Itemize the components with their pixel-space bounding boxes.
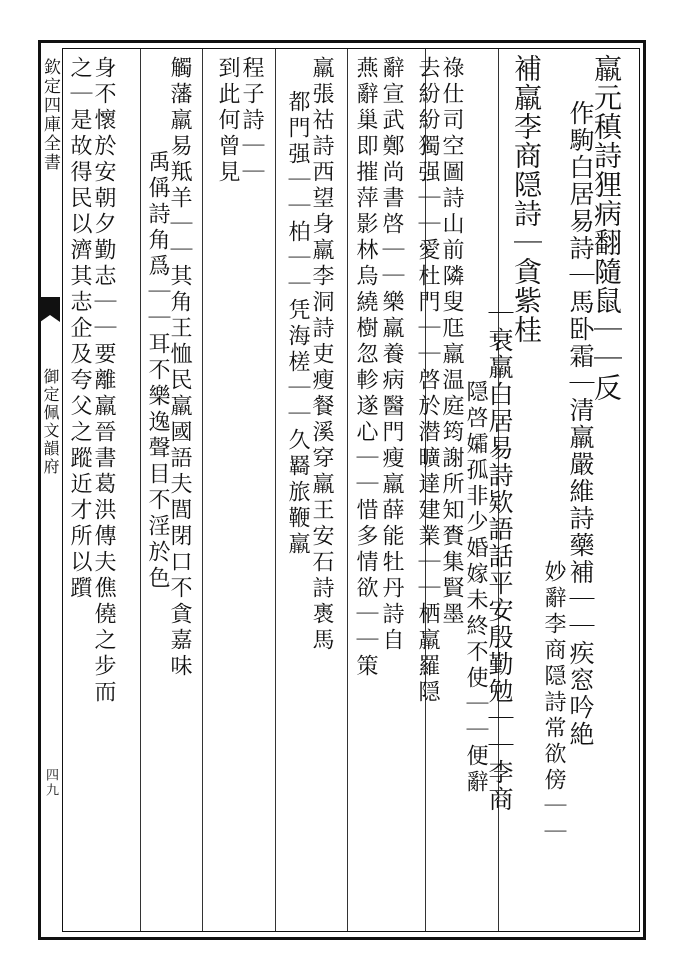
column-rule xyxy=(202,49,203,931)
text-column: 羸張祜詩西望身羸李洞詩吏瘦餐溪穿羸王安石詩褭馬 xyxy=(309,56,334,654)
text-column: 禹偁詩角爲｜｜耳不樂逸聲目不淫於色 xyxy=(145,150,170,592)
text-column: 辭宣武鄭尚書啓｜｜樂羸養病醫門瘦羸薛能牡丹詩自 xyxy=(379,56,404,654)
text-column: 都門强｜｜柏｜｜凭海槎｜｜久羇旅鞭羸 xyxy=(285,90,310,558)
text-column: 觸藩羸易羝羊｜｜其角王恤民羸國語夫閭閉口不貪嘉味 xyxy=(167,56,192,680)
text-column: 作駒白居易詩｜馬卧霜｜清羸嚴維詩藥補｜｜疾窓吟絶 xyxy=(566,100,595,748)
column-rule xyxy=(140,49,141,931)
book-title: 欽定四庫全書 xyxy=(40,58,60,172)
text-column: 燕辭巢即摧萍影林烏繞樹忽軫遂心｜｜惜多情欲｜｜策 xyxy=(353,56,378,680)
page-margin-column xyxy=(38,48,63,932)
text-column: 到此何曾見 xyxy=(215,56,240,186)
section-title: 御定佩文韻府 xyxy=(41,368,60,476)
text-column: 羸元稹詩狸病翻隨鼠｜｜反 xyxy=(590,54,623,402)
text-column: 祿仕司空圖詩山前隣叟尫羸温庭筠謝所知賚集賢墨 xyxy=(439,56,464,628)
text-column: 之｜是故得民以濟其志企及夸父之蹤近才所以躓 xyxy=(67,56,92,602)
text-column: 補羸李商隠詩｜貪紫桂 xyxy=(510,54,543,344)
text-column: 身不懷於安朝夕勤志｜｜要離羸晉書葛洪傳夫僬僥之步而 xyxy=(91,56,116,706)
text-column: 去紛紛獨强｜｜愛杜門｜｜啓於潜曠達建業｜｜栖羸羅隠 xyxy=(415,56,440,706)
text-column: 程子詩｜｜ xyxy=(239,56,264,186)
column-rule xyxy=(347,49,348,931)
page-number: 四九 xyxy=(43,768,58,798)
fishtail-ornament xyxy=(40,297,60,315)
text-column: 妙辭李商隠詩常欲傍｜｜ xyxy=(541,560,566,846)
column-rule xyxy=(275,49,276,931)
text-column: 隠啓孀孤非少婚嫁未終不使｜｜便辭 xyxy=(463,380,488,796)
text-column: ｜衰羸白居易詩欵語話平安殷勤勉｜｜李商 xyxy=(485,300,514,813)
